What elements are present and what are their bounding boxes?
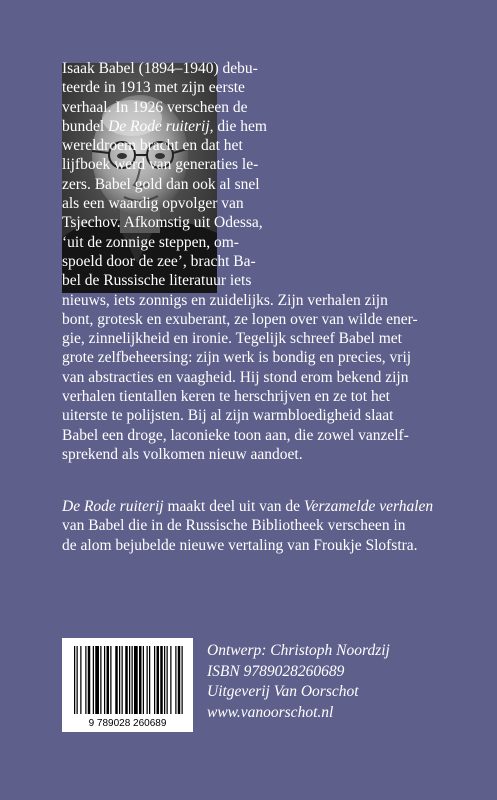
barcode-bar <box>132 646 133 714</box>
website-link[interactable]: www.vanoorschot.nl <box>207 703 334 721</box>
barcode-bar <box>129 646 130 714</box>
barcode-bar <box>134 646 138 714</box>
barcode-bar <box>93 646 94 714</box>
bio-line: verhaal. In 1926 verscheen de <box>62 98 248 116</box>
bio-line: zers. Babel gold dan ook al snel <box>62 175 260 193</box>
barcode-bar <box>143 646 144 714</box>
barcode-bar <box>147 646 148 714</box>
isbn-barcode <box>62 638 193 732</box>
bio-line: grote zelfbeheersing: zijn werk is bondig en precies, vrij <box>62 349 412 367</box>
book-title: De Rode ruiterij <box>62 498 164 515</box>
bio-line: bont, grotesk en exuberant, ze lopen over van wilde ener- <box>62 310 418 328</box>
bio-line: bel de Russische literatuur iets <box>62 272 252 290</box>
series-line: de alom bejubelde nieuwe vertaling van Froukje Slofstra. <box>62 536 418 554</box>
barcode-bar <box>149 646 150 714</box>
isbn-number: ISBN 9789028260689 <box>207 662 345 680</box>
barcode-bar <box>125 646 128 714</box>
barcode-bar <box>115 646 118 714</box>
barcode-bar <box>167 646 168 714</box>
bio-line: sprekend als volkomen nieuw aandoet. <box>62 445 303 463</box>
barcode-bar <box>157 646 160 714</box>
series-line: De Rode ruiterij maakt deel uit van de Verzamelde verhalen <box>62 498 434 515</box>
barcode-bar <box>85 646 86 714</box>
barcode-bar <box>139 646 142 714</box>
barcode-bar <box>175 646 176 714</box>
credits <box>207 641 390 723</box>
bio-line: gie, zinnelijkheid en ironie. Tegelijk schreef Babel met <box>62 330 402 348</box>
series-note <box>62 497 452 555</box>
barcode-bar <box>95 646 99 714</box>
barcode-bar <box>88 646 91 714</box>
bio-line: verhalen tientallen keren te herschrijven en ze tot het <box>62 388 390 406</box>
series-line: van Babel die in de Russische Bibliotheek verscheen in <box>62 517 406 535</box>
bio-line: als een waardig opvolger van <box>62 195 244 213</box>
bio-line: uiterste te polijsten. Bij al zijn warmbloedigheid slaat <box>62 407 394 425</box>
barcode-bar <box>74 646 75 714</box>
barcode-bar <box>170 646 171 714</box>
barcode-bar <box>80 646 81 714</box>
publisher: Uitgeverij Van Oorschot <box>207 683 359 700</box>
bio-line: bundel De Rode ruiterij, die hem <box>62 117 267 135</box>
book-title: De Rode ruiterij <box>108 117 210 135</box>
collection-title: Verzamelde verhalen <box>303 498 434 515</box>
barcode-bar <box>100 646 101 714</box>
barcode-bar <box>182 646 183 714</box>
design-credit: Ontwerp: Christoph Noordzij <box>207 642 390 659</box>
barcode-bar <box>77 646 78 714</box>
barcode-bar <box>154 646 155 714</box>
barcode-bar <box>164 646 165 714</box>
barcode-bar <box>119 646 120 714</box>
bio-line: teerde in 1913 met zijn eerste <box>62 79 245 97</box>
barcode-bar <box>104 646 105 714</box>
barcode-bar <box>160 646 163 714</box>
bio-text <box>62 59 432 464</box>
bio-line: wereldroem bracht en dat het <box>62 137 243 155</box>
barcode-bar <box>107 646 110 714</box>
bio-line: lijfboek werd van generaties le- <box>62 156 259 174</box>
bio-line: ‘uit de zonnige steppen, om- <box>62 233 239 251</box>
bio-line: van abstracties en vaagheid. Hij stond erom bekend zijn <box>62 368 409 386</box>
barcode-bar <box>178 646 181 714</box>
bio-line: spoeld door de zee’, bracht Ba- <box>62 252 256 270</box>
bio-line: nieuws, iets zonnigs en zuidelijks. Zijn verhalen zijn <box>62 291 388 309</box>
bio-line: Babel een droge, laconieke toon aan, die zowel vanzelf- <box>62 426 409 444</box>
barcode-digits: 9 789028 260689 <box>88 718 167 729</box>
barcode-bar <box>122 646 123 714</box>
barcode-bar <box>110 646 111 714</box>
bio-line: Tsjechov. Afkomstig uit Odessa, <box>62 214 263 232</box>
bio-line: Isaak Babel (1894–1940) debu- <box>62 60 258 77</box>
